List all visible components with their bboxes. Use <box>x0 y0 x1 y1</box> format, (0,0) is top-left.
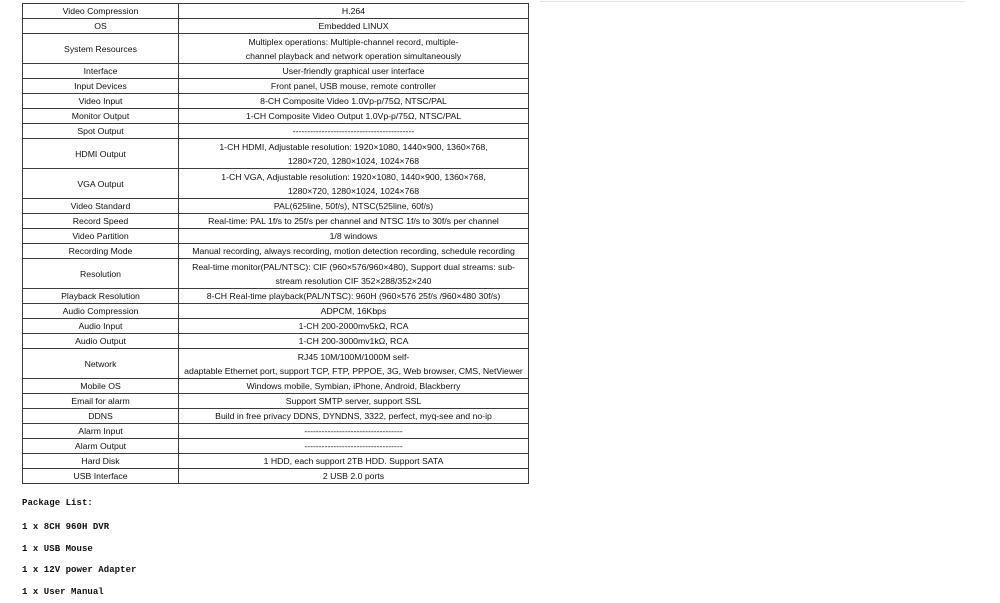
spec-label: Audio Input <box>23 319 179 334</box>
spec-value-line: adaptable Ethernet port, support TCP, FTP, PPPOE, 3G, Web browser, CMS, NetViewer <box>184 365 523 376</box>
spec-table <box>22 3 529 484</box>
spec-value <box>179 394 529 409</box>
spec-label: Video Input <box>23 94 179 109</box>
spec-value-line: Support SMTP server, support SSL <box>285 396 422 406</box>
spec-value <box>179 214 529 229</box>
spec-row-audio-output <box>23 334 529 349</box>
spec-value-line: Front panel, USB mouse, remote controller <box>270 81 437 91</box>
spec-row-hdmi-output <box>23 139 529 169</box>
spec-row-mobile-os <box>23 379 529 394</box>
spec-row-input-devices <box>23 79 529 94</box>
spec-value <box>179 94 529 109</box>
spec-value <box>179 409 529 424</box>
spec-label: Video Standard <box>23 199 179 214</box>
spec-row-video-input <box>23 94 529 109</box>
spec-value <box>179 319 529 334</box>
spec-value <box>179 454 529 469</box>
spec-value-line: RJ45 10M/100M/1000M self- <box>297 351 410 362</box>
spec-label: Record Speed <box>23 214 179 229</box>
spec-row-alarm-output <box>23 439 529 454</box>
spec-value-line: H.264 <box>341 6 366 16</box>
spec-label: Audio Output <box>23 334 179 349</box>
spec-label: Resolution <box>23 259 179 289</box>
spec-label: Audio Compression <box>23 304 179 319</box>
spec-value <box>179 64 529 79</box>
spec-value <box>179 349 529 379</box>
spec-value-line: 1-CH 200-3000mv1kΩ, RCA <box>298 336 409 346</box>
spec-value-line: User-friendly graphical user interface <box>282 66 425 76</box>
spec-label: Playback Resolution <box>23 289 179 304</box>
spec-value-line: Multiplex operations: Multiple-channel record, multiple- <box>248 36 459 47</box>
spec-label: Recording Mode <box>23 244 179 259</box>
spec-value-line: Manual recording, always recording, motion detection recording, schedule recording <box>192 246 515 256</box>
spec-label: Hard Disk <box>23 454 179 469</box>
spec-label: Video Partition <box>23 229 179 244</box>
spec-label: Monitor Output <box>23 109 179 124</box>
spec-row-email-for-alarm <box>23 394 529 409</box>
spec-label: Interface <box>23 64 179 79</box>
spec-value-line: Build in free privacy DDNS, DYNDNS, 3322, perfect, myq-see and no-ip <box>215 411 492 421</box>
spec-row-usb-interface <box>23 469 529 484</box>
spec-row-ddns <box>23 409 529 424</box>
spec-row-record-speed <box>23 214 529 229</box>
spec-value <box>179 229 529 244</box>
spec-value <box>179 169 529 199</box>
spec-value-line: 1 HDD, each support 2TB HDD. Support SATA <box>263 456 444 466</box>
spec-value-line: Embedded LINUX <box>318 21 389 31</box>
spec-label: DDNS <box>23 409 179 424</box>
spec-row-video-partition <box>23 229 529 244</box>
spec-value <box>179 19 529 34</box>
spec-value <box>179 259 529 289</box>
spec-value-line: 8-CH Real-time playback(PAL/NTSC): 960H (960×576 25f/s /960×480 30f/s) <box>206 291 501 301</box>
spec-label: VGA Output <box>23 169 179 199</box>
spec-value-line: ---------------------------------- <box>304 441 403 451</box>
spec-label: Alarm Input <box>23 424 179 439</box>
spec-value-line: channel playback and network operation simultaneously <box>245 50 462 61</box>
spec-label: Spot Output <box>23 124 179 139</box>
spec-row-alarm-input <box>23 424 529 439</box>
spec-value-line: 1-CH 200-2000mv5kΩ, RCA <box>298 321 409 331</box>
spec-label: Email for alarm <box>23 394 179 409</box>
spec-value <box>179 439 529 454</box>
spec-value-line: Real-time: PAL 1f/s to 25f/s per channel and NTSC 1f/s to 30f/s per channel <box>208 216 499 226</box>
spec-value <box>179 124 529 139</box>
spec-value-line: 2 USB 2.0 ports <box>322 471 385 481</box>
spec-value-line: Real-time monitor(PAL/NTSC): CIF (960×576/960×480), Support dual streams: sub- <box>192 261 515 272</box>
spec-row-monitor-output <box>23 109 529 124</box>
package-list <box>22 497 136 599</box>
spec-value-line: ADPCM, 16Kbps <box>320 306 387 316</box>
spec-label: Alarm Output <box>23 439 179 454</box>
spec-row-interface <box>23 64 529 79</box>
spec-value-line: 1-CH Composite Video Output 1.0Vp-p/75Ω, NTSC/PAL <box>245 111 462 121</box>
spec-value <box>179 139 529 169</box>
spec-value <box>179 379 529 394</box>
spec-value-line: 8-CH Composite Video 1.0Vp-p/75Ω, NTSC/PAL <box>260 96 447 106</box>
spec-value-line: ------------------------------------------ <box>292 126 415 136</box>
package-list-items <box>22 520 136 599</box>
spec-row-resolution <box>23 259 529 289</box>
spec-row-vga-output <box>23 169 529 199</box>
spec-row-network <box>23 349 529 379</box>
package-list-item: 1 x User Manual <box>22 586 104 597</box>
spec-value-line: 1280×720, 1280×1024, 1024×768 <box>287 185 420 196</box>
spec-row-playback-resolution <box>23 289 529 304</box>
top-divider <box>540 1 965 2</box>
package-list-title: Package List: <box>22 498 93 508</box>
spec-row-hard-disk <box>23 454 529 469</box>
spec-label: HDMI Output <box>23 139 179 169</box>
package-list-item: 1 x USB Mouse <box>22 543 93 554</box>
spec-value <box>179 334 529 349</box>
spec-label: Network <box>23 349 179 379</box>
spec-value <box>179 34 529 64</box>
spec-row-audio-input <box>23 319 529 334</box>
spec-value-line: Windows mobile, Symbian, iPhone, Android, Blackberry <box>246 381 461 391</box>
spec-label: OS <box>23 19 179 34</box>
spec-value <box>179 109 529 124</box>
spec-row-recording-mode <box>23 244 529 259</box>
spec-value-line: 1/8 windows <box>329 231 378 241</box>
spec-value <box>179 289 529 304</box>
spec-value-line: PAL(625line, 50f/s), NTSC(525line, 60f/s) <box>273 201 434 211</box>
spec-label: USB Interface <box>23 469 179 484</box>
spec-row-video-standard <box>23 199 529 214</box>
spec-row-video-compression <box>23 4 529 19</box>
spec-value-line: 1280×720, 1280×1024, 1024×768 <box>287 155 420 166</box>
spec-label: Input Devices <box>23 79 179 94</box>
spec-value <box>179 4 529 19</box>
spec-value <box>179 304 529 319</box>
spec-row-audio-compression <box>23 304 529 319</box>
spec-value-line: stream resolution CIF 352×288/352×240 <box>275 275 432 286</box>
package-list-item: 1 x 12V power Adapter <box>22 565 137 575</box>
spec-value-line: 1-CH HDMI, Adjustable resolution: 1920×1080, 1440×900, 1360×768, <box>219 141 488 152</box>
spec-label: System Resources <box>23 34 179 64</box>
spec-row-spot-output <box>23 124 529 139</box>
spec-value-line: ---------------------------------- <box>304 426 403 436</box>
spec-value <box>179 424 529 439</box>
spec-label: Mobile OS <box>23 379 179 394</box>
spec-value <box>179 199 529 214</box>
spec-value-line: 1-CH VGA, Adjustable resolution: 1920×1080, 1440×900, 1360×768, <box>221 171 486 182</box>
spec-value <box>179 79 529 94</box>
package-list-item: 1 x 8CH 960H DVR <box>22 522 110 532</box>
spec-row-system-resources <box>23 34 529 64</box>
spec-row-os <box>23 19 529 34</box>
spec-label: Video Compression <box>23 4 179 19</box>
spec-value <box>179 244 529 259</box>
spec-value <box>179 469 529 484</box>
